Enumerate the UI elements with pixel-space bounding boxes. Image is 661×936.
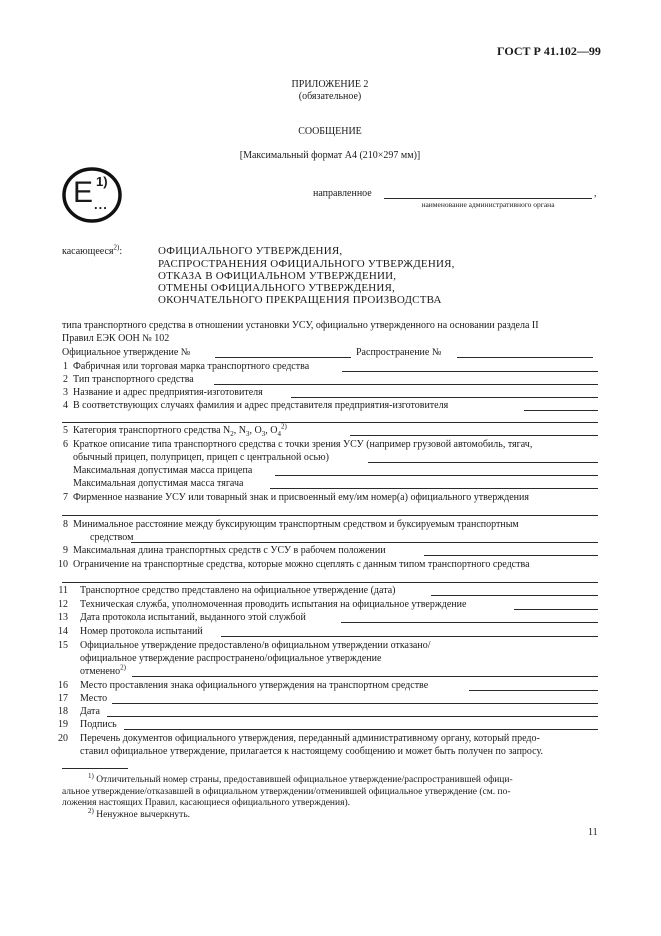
- item-18-number: 18: [58, 706, 68, 717]
- message-title: СООБЩЕНИЕ: [298, 126, 362, 137]
- item-17-place-field[interactable]: [112, 703, 598, 704]
- intro-line-2: Правил ЕЭК ООН № 102: [62, 333, 170, 344]
- item-7-label: Фирменное название УСУ или товарный знак и присвоенный ему/им номер(а) официального утверждения: [73, 492, 529, 503]
- item-14-field[interactable]: [221, 636, 598, 637]
- item-14-label: Номер протокола испытаний: [80, 626, 203, 637]
- item-12-field[interactable]: [514, 609, 598, 610]
- item-11-label: Транспортное средство представлено на официальное утверждение (дата): [80, 585, 396, 596]
- item-2-number: 2: [63, 374, 68, 385]
- trailer-mass-label: Максимальная допустимая масса прицепа: [73, 465, 253, 476]
- item-20-number: 20: [58, 733, 68, 744]
- item-4-label: В соответствующих случаях фамилия и адрес представителя предприятия-изготовителя: [73, 400, 449, 411]
- item-5-field[interactable]: [350, 435, 598, 436]
- footnote-1-line-3: ложения настоящих Правил, касающиеся официального утверждения).: [62, 798, 351, 808]
- item-15-label-1: Официальное утверждение предоставлено/в официальном утверждении отказано/: [80, 640, 431, 651]
- item-8-field[interactable]: [131, 542, 598, 543]
- item-3-field[interactable]: [291, 397, 598, 398]
- addressed-comma: ,: [594, 188, 597, 199]
- item-11-field[interactable]: [431, 595, 598, 596]
- item-2-label: Тип транспортного средства: [73, 374, 194, 385]
- concerning-item-3: ОТКАЗА В ОФИЦИАЛЬНОМ УТВЕРЖДЕНИИ,: [158, 270, 397, 282]
- extension-number-field[interactable]: [457, 357, 593, 358]
- concerning-item-2: РАСПРОСТРАНЕНИЯ ОФИЦИАЛЬНОГО УТВЕРЖДЕНИЯ,: [158, 258, 455, 270]
- item-6-field[interactable]: [368, 462, 598, 463]
- appendix-title: ПРИЛОЖЕНИЕ 2: [291, 79, 369, 90]
- concerning-item-1: ОФИЦИАЛЬНОГО УТВЕРЖДЕНИЯ,: [158, 245, 343, 257]
- concerning-item-4: ОТМЕНЫ ОФИЦИАЛЬНОГО УТВЕРЖДЕНИЯ,: [158, 282, 396, 294]
- addressed-caption: наименование административного органа: [421, 200, 555, 209]
- concerning-item-5: ОКОНЧАТЕЛЬНОГО ПРЕКРАЩЕНИЯ ПРОИЗВОДСТВА: [158, 294, 442, 306]
- footnote-separator: [62, 768, 128, 769]
- item-4-field-continuation[interactable]: [62, 422, 598, 423]
- item-20-label-1: Перечень документов официального утверждения, переданный административному органу, который предо-: [80, 733, 540, 744]
- addressed-field-line: [384, 198, 592, 199]
- item-8-label-2: средством: [90, 532, 134, 543]
- item-16-number: 16: [58, 680, 68, 691]
- document-code: ГОСТ Р 41.102—99: [497, 44, 601, 58]
- item-12-number: 12: [58, 599, 68, 610]
- item-2-field[interactable]: [214, 384, 598, 385]
- trailer-mass-field[interactable]: [275, 475, 598, 476]
- item-10-number: 10: [58, 559, 68, 570]
- item-3-number: 3: [63, 387, 68, 398]
- format-note: [Максимальный формат А4 (210×297 мм)]: [239, 150, 421, 161]
- footnote-1-line-2: альное утверждение/отказавшей в официальном утверждении/отменившей официальное утверждение (см. по-: [62, 787, 511, 797]
- extension-number-label: Распространение №: [356, 347, 442, 358]
- item-1-label: Фабричная или торговая марка транспортного средства: [73, 361, 310, 372]
- page-number: 11: [588, 827, 598, 838]
- item-9-label: Максимальная длина транспортных средств с УСУ в рабочем положении: [73, 545, 386, 556]
- item-18-date-field[interactable]: [107, 716, 598, 717]
- approval-number-label: Официальное утверждение №: [62, 347, 191, 358]
- item-3-label: Название и адрес предприятия-изготовителя: [73, 387, 263, 398]
- item-18-label: Дата: [80, 706, 100, 717]
- item-6-number: 6: [63, 439, 68, 450]
- item-8-number: 8: [63, 519, 68, 530]
- item-1-field[interactable]: [342, 371, 598, 372]
- approval-mark-footnote: 1): [96, 174, 108, 189]
- footnote-1-line-1: $^{1)}$ Отличительный номер страны, предоставившей официальное утверждение/распространившей офици-: [88, 771, 513, 785]
- item-19-number: 19: [58, 719, 68, 730]
- item-19-label: Подпись: [80, 719, 117, 730]
- item-7-number: 7: [63, 492, 68, 503]
- item-10-field[interactable]: [62, 582, 598, 583]
- item-10-label: Ограничение на транспортные средства, которые можно сцеплять с данным типом транспортного средства: [73, 559, 530, 570]
- item-17-number: 17: [58, 693, 68, 704]
- item-4-number: 4: [63, 400, 68, 411]
- item-13-number: 13: [58, 612, 68, 623]
- item-16-label: Место проставления знака официального утверждения на транспортном средстве: [80, 680, 429, 691]
- item-12-label: Техническая служба, уполномоченная проводить испытания на официальное утверждение: [80, 599, 467, 610]
- item-5-number: 5: [63, 425, 68, 436]
- item-17-label: Место: [80, 693, 108, 704]
- appendix-subtitle: (обязательное): [298, 91, 362, 102]
- tractor-mass-label: Максимальная допустимая масса тягача: [73, 478, 244, 489]
- item-16-field[interactable]: [469, 690, 598, 691]
- item-5-label: Категория транспортного средства $N_2$, $N_3$, $O_3$, $O_4^{2)}$: [73, 422, 287, 438]
- approval-mark-icon: [62, 167, 122, 223]
- item-6-label-2: обычный прицеп, полуприцеп, прицеп с центральной осью): [73, 452, 329, 463]
- approval-mark-dots: ...: [94, 197, 108, 212]
- item-6-label-1: Краткое описание типа транспортного средства с точки зрения УСУ (например грузовой автомобиль, тягач,: [73, 439, 533, 450]
- item-15-number: 15: [58, 640, 68, 651]
- item-15-label-3: отменено$^{2)}$: [80, 663, 126, 677]
- item-20-label-2: ставил официальное утверждение, прилагается к настоящему сообщению и может быть получен по запросу.: [80, 746, 543, 757]
- intro-line-1: типа транспортного средства в отношении установки УСУ, официально утвержденного на основании раздела II: [62, 320, 539, 331]
- item-11-number: 11: [58, 585, 68, 596]
- item-9-number: 9: [63, 545, 68, 556]
- item-15-label-2: официальное утверждение распространено/официальное утверждение: [80, 653, 382, 664]
- footnote-2: $^{2)}$ Ненужное вычеркнуть.: [88, 806, 191, 820]
- item-19-signature-field[interactable]: [124, 729, 598, 730]
- item-7-field[interactable]: [62, 515, 598, 516]
- addressed-label: направленное: [313, 188, 372, 199]
- item-14-number: 14: [58, 626, 68, 637]
- approval-mark-letter: E: [73, 176, 94, 209]
- approval-number-field[interactable]: [215, 357, 351, 358]
- tractor-mass-field[interactable]: [270, 488, 598, 489]
- item-13-field[interactable]: [341, 622, 598, 623]
- concerning-label: касающееся$^{2)}$:: [62, 243, 123, 257]
- item-1-number: 1: [63, 361, 68, 372]
- item-9-field[interactable]: [424, 555, 598, 556]
- item-13-label: Дата протокола испытаний, выданного этой службой: [80, 612, 306, 623]
- item-4-field[interactable]: [524, 410, 598, 411]
- item-8-label-1: Минимальное расстояние между буксирующим транспортным средством и буксируемым транспортным: [73, 519, 519, 530]
- item-15-field[interactable]: [132, 676, 598, 677]
